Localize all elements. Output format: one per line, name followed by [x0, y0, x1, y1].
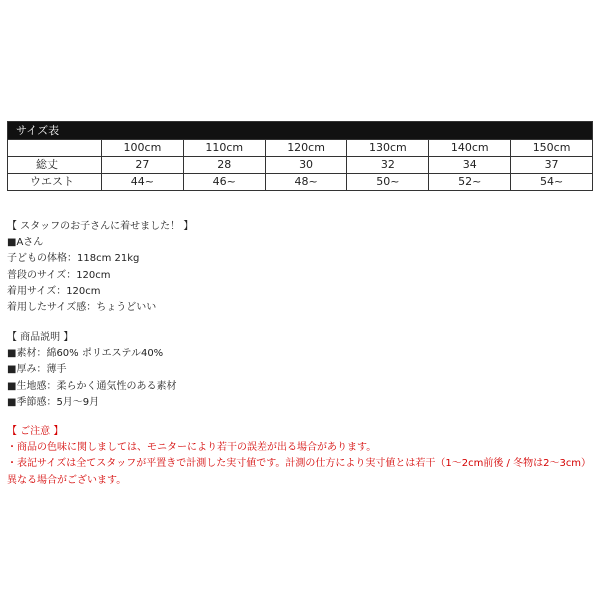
size-header-cell: 100cm — [102, 140, 184, 157]
staff-line: 着用サイズ：120cm — [7, 285, 101, 297]
notice-line: ・表記サイズは全てスタッフが平置きで計測した実寸値です。計測の仕方により実寸値とは若干（1～2cm前後 / 冬物は2～3cm）異なる場合がございます。 — [7, 458, 592, 486]
row-label-waist: ウエスト — [8, 174, 102, 191]
size-header-cell: 120cm — [265, 140, 347, 157]
size-header-cell: 140cm — [429, 140, 511, 157]
staff-fitting-section — [7, 219, 193, 316]
table-cell: 48~ — [265, 174, 347, 191]
product-line: ■素材：綿60% ポリエステル40% — [7, 348, 164, 360]
table-cell: 44~ — [102, 174, 184, 191]
table-cell: 54~ — [511, 174, 593, 191]
table-cell: 27 — [102, 157, 184, 174]
size-header-cell: 130cm — [347, 140, 429, 157]
size-header-cell: 110cm — [183, 140, 265, 157]
table-cell: 34 — [429, 157, 511, 174]
table-row — [8, 174, 593, 191]
product-description-section — [7, 330, 176, 411]
notice-heading: 【 ご注意 】 — [7, 426, 64, 437]
table-cell: 52~ — [429, 174, 511, 191]
table-cell: 46~ — [183, 174, 265, 191]
staff-line: ■Aさん — [7, 237, 44, 249]
size-header-row — [8, 140, 593, 157]
product-line: ■生地感：柔らかく通気性のある素材 — [7, 380, 177, 392]
notice-section — [7, 424, 595, 489]
row-label-length: 総丈 — [8, 157, 102, 174]
size-table-title: サイズ表 — [8, 122, 593, 140]
staff-line: 着用したサイズ感：ちょうどいい — [7, 301, 157, 313]
size-table — [7, 121, 593, 191]
table-cell: 37 — [511, 157, 593, 174]
table-cell: 28 — [183, 157, 265, 174]
product-line: ■季節感：5月～9月 — [7, 396, 100, 408]
notice-line: ・商品の色味に関しましては、モニターにより若干の誤差が出る場合があります。 — [7, 442, 377, 454]
product-line: ■厚み：薄手 — [7, 364, 67, 376]
table-row — [8, 157, 593, 174]
size-header-corner — [8, 140, 102, 157]
table-cell: 50~ — [347, 174, 429, 191]
table-cell: 32 — [347, 157, 429, 174]
staff-line: 普段のサイズ：120cm — [7, 269, 111, 281]
product-heading: 【 商品説明 】 — [7, 332, 74, 343]
size-header-cell: 150cm — [511, 140, 593, 157]
staff-line: 子どもの体格：118cm 21kg — [7, 253, 140, 265]
table-cell: 30 — [265, 157, 347, 174]
staff-heading: 【 スタッフのお子さんに着せました！ 】 — [7, 221, 194, 232]
size-table-title-row — [8, 122, 593, 140]
